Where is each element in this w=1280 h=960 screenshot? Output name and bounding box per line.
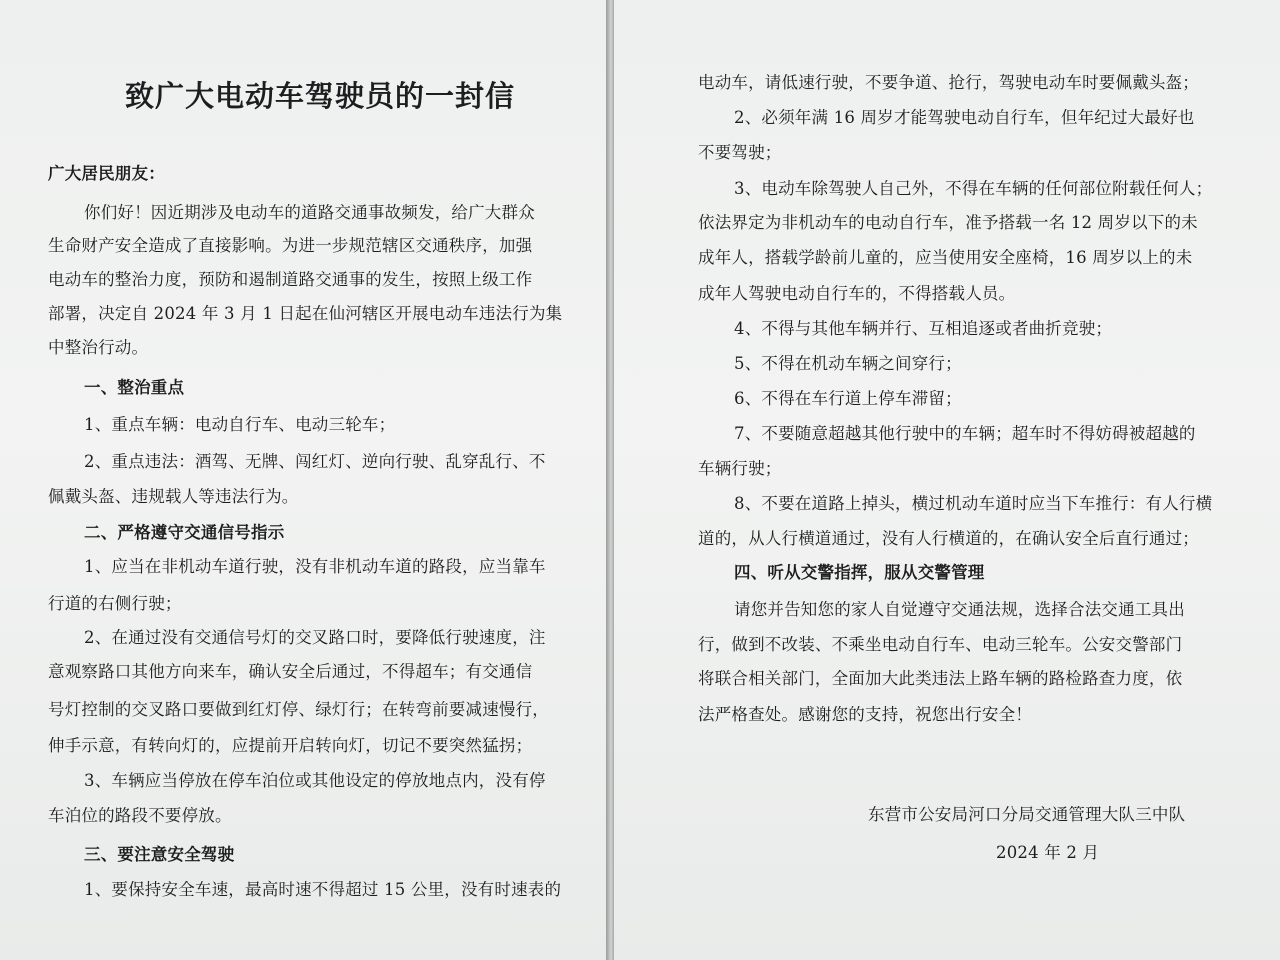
paragraph-line: 7、不要随意超越其他行驶中的车辆；超车时不得妨碍被超越的 xyxy=(734,424,1196,443)
section-heading-1: 一、整治重点 xyxy=(84,378,185,397)
paragraph-line: 2、必须年满 16 周岁才能驾驶电动自行车，但年纪过大最好也 xyxy=(734,108,1195,127)
paragraph-line: 5、不得在机动车辆之间穿行； xyxy=(734,354,962,373)
paragraph-line: 电动车的整治力度，预防和遏制道路交通事的发生，按照上级工作 xyxy=(48,270,533,289)
paragraph-line: 佩戴头盔、违规载人等违法行为。 xyxy=(48,487,299,506)
paragraph-line: 将联合相关部门，全面加大此类违法上路车辆的路检路查力度，依 xyxy=(698,669,1183,688)
paragraph-line: 生命财产安全造成了直接影响。为进一步规范辖区交通秩序，加强 xyxy=(48,236,533,255)
paragraph-line: 4、不得与其他车辆并行、互相追逐或者曲折竞驶； xyxy=(734,319,1113,338)
paragraph-line: 1、重点车辆：电动自行车、电动三轮车； xyxy=(84,415,396,434)
letter-title: 致广大电动车驾驶员的一封信 xyxy=(125,79,516,113)
paragraph-line: 你们好！因近期涉及电动车的道路交通事故频发，给广大群众 xyxy=(84,203,535,222)
section-heading-2: 二、严格遵守交通信号指示 xyxy=(84,523,285,542)
section-heading-3: 三、要注意安全驾驶 xyxy=(84,845,235,864)
paragraph-line: 中整治行动。 xyxy=(48,338,149,357)
signature: 东营市公安局河口分局交通管理大队三中队 xyxy=(868,805,1186,824)
section-heading-4: 四、听从交警指挥，服从交警管理 xyxy=(734,563,985,582)
paragraph-line: 1、应当在非机动车道行驶，没有非机动车道的路段，应当靠车 xyxy=(84,557,546,576)
paragraph-line: 意观察路口其他方向来车，确认安全后通过，不得超车；有交通信 xyxy=(48,662,533,681)
paragraph-line: 3、电动车除驾驶人自己外，不得在车辆的任何部位附载任何人； xyxy=(734,179,1213,198)
paragraph-line: 法严格查处。感谢您的支持，祝您出行安全！ xyxy=(698,705,1032,724)
paragraph-line: 部署，决定自 2024 年 3 月 1 日起在仙河辖区开展电动车违法行为集 xyxy=(48,304,563,323)
paragraph-line: 3、车辆应当停放在停车泊位或其他设定的停放地点内，没有停 xyxy=(84,771,546,790)
date: 2024 年 2 月 xyxy=(996,843,1100,862)
paragraph-line: 6、不得在车行道上停车滞留； xyxy=(734,389,962,408)
paragraph-line: 伸手示意，有转向灯的，应提前开启转向灯，切记不要突然猛拐； xyxy=(48,736,533,755)
paragraph-line: 8、不要在道路上掉头，横过机动车道时应当下车推行：有人行横 xyxy=(734,494,1213,513)
paragraph-line: 不要驾驶； xyxy=(698,143,782,162)
paragraph-line: 2、在通过没有交通信号灯的交叉路口时，要降低行驶速度，注 xyxy=(84,628,546,647)
paragraph-line: 成年人，搭载学龄前儿童的，应当使用安全座椅，16 周岁以上的未 xyxy=(698,248,1193,267)
paragraph-line: 行，做到不改装、不乘坐电动自行车、电动三轮车。公安交警部门 xyxy=(698,635,1183,654)
paragraph-line: 成年人驾驶电动自行车的，不得搭载人员。 xyxy=(698,284,1016,303)
left-page xyxy=(0,0,608,960)
paragraph-line: 车辆行驶； xyxy=(698,459,782,478)
greeting: 广大居民朋友： xyxy=(48,164,165,183)
paragraph-line: 1、要保持安全车速，最高时速不得超过 15 公里，没有时速表的 xyxy=(84,880,562,899)
paragraph-line: 电动车，请低速行驶，不要争道、抢行，驾驶电动车时要佩戴头盔； xyxy=(698,73,1199,92)
paragraph-line: 车泊位的路段不要停放。 xyxy=(48,806,232,825)
paragraph-line: 依法界定为非机动车的电动自行车，准予搭载一名 12 周岁以下的未 xyxy=(698,213,1198,232)
paragraph-line: 道的，从人行横道通过，没有人行横道的，在确认安全后直行通过； xyxy=(698,529,1199,548)
paragraph-line: 号灯控制的交叉路口要做到红灯停、绿灯行；在转弯前要减速慢行， xyxy=(48,700,549,719)
paragraph-line: 2、重点违法：酒驾、无牌、闯红灯、逆向行驶、乱穿乱行、不 xyxy=(84,452,546,471)
paragraph-line: 行道的右侧行驶； xyxy=(48,594,182,613)
right-page xyxy=(614,0,1280,960)
paragraph-line: 请您并告知您的家人自觉遵守交通法规，选择合法交通工具出 xyxy=(734,600,1185,619)
